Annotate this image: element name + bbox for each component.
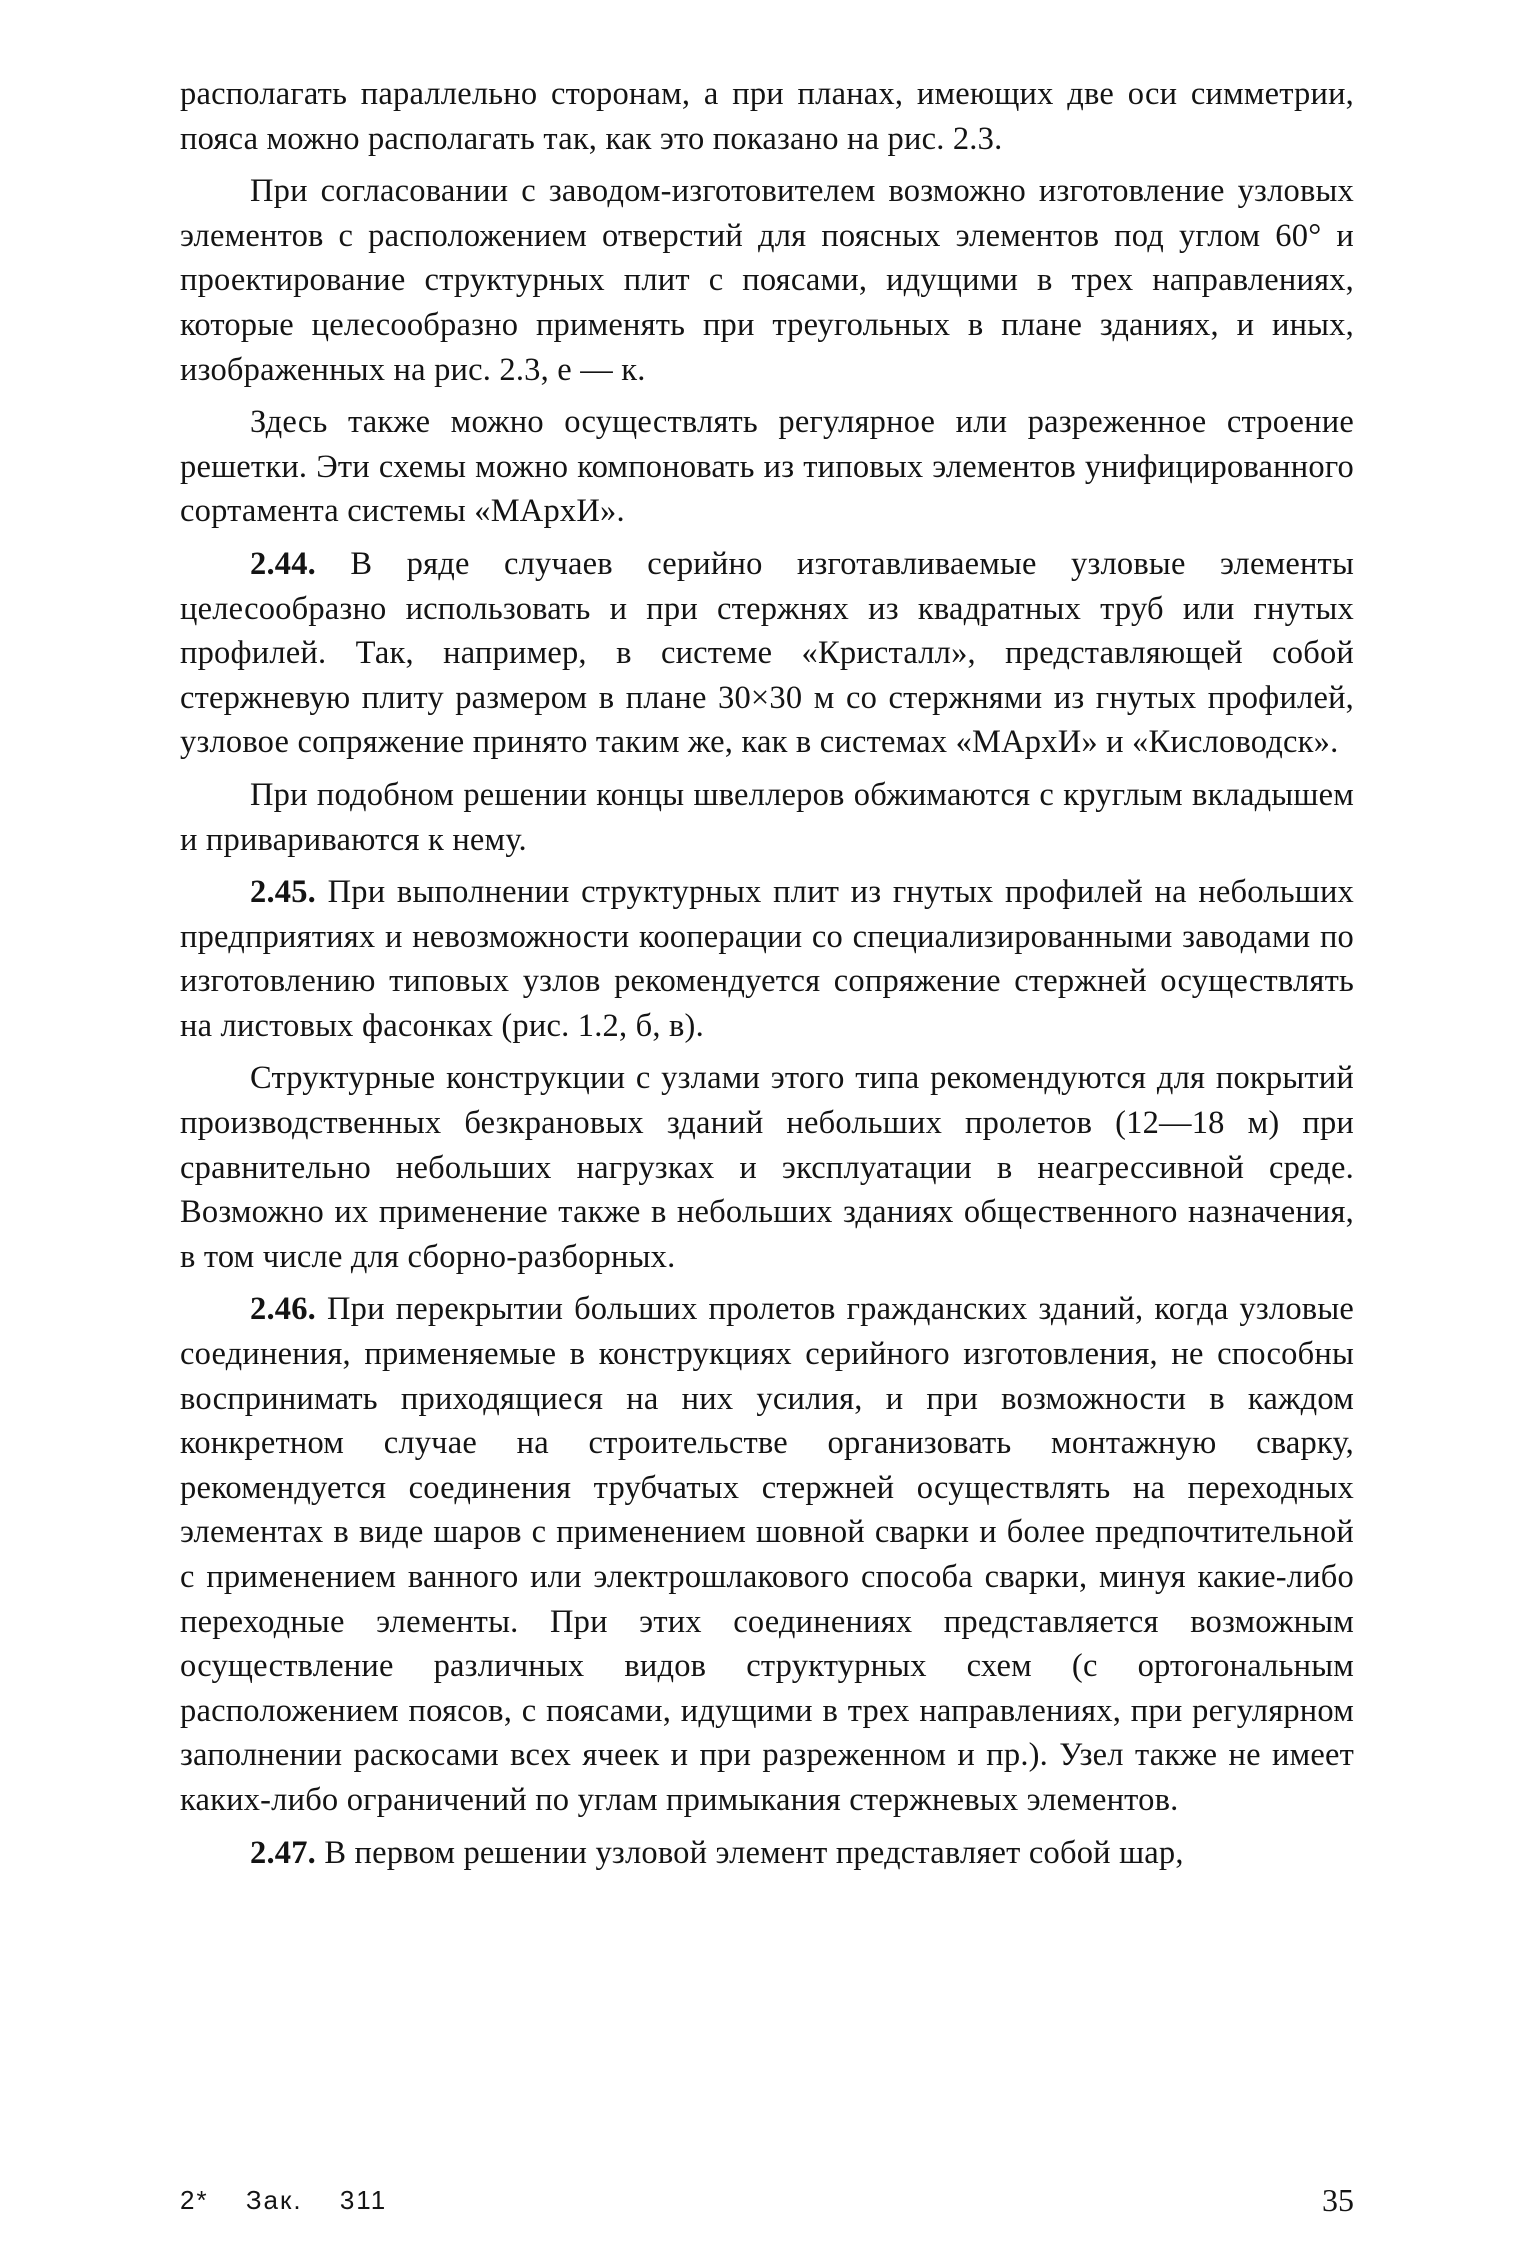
section-2-44 — [180, 542, 1354, 765]
paragraph-2-text: При согласовании с заводом-изготовителем возможно изготовление узловых элементов с расположением отверстий для поясных элементов под углом 60° и проектирование структурных плит с поясами, идущими в трех направлениях, которые целесообразно применять при треугольных в плане зданиях, и иных, изображенных на рис. 2.3, е — к. — [180, 173, 1354, 388]
paragraph-5-text: При подобном решении концы швеллеров обжимаются с круглым вкладышем и привариваются к нему. — [180, 776, 1354, 858]
paragraph-5 — [180, 773, 1354, 862]
paragraph-7 — [180, 1056, 1354, 1279]
section-number: 2.44. — [250, 545, 316, 582]
paragraph-1-text: располагать параллельно сторонам, а при планах, имеющих две оси симметрии, пояса можно располагать так, как это показано на рис. 2.3. — [180, 76, 1354, 157]
section-number: 2.46. — [250, 1291, 316, 1328]
page-footer — [180, 2178, 1354, 2222]
signature-mark: 2* — [180, 2185, 209, 2215]
print-imprint — [180, 2178, 415, 2222]
section-2-45-text: При выполнении структурных плит из гнутых профилей на небольших предприятиях и невозможности кооперации со специализированными заводами по изготовлению типовых узлов рекомендуется сопряжение стержней осуществлять на листовых фасонках (рис. 1.2, б, в). — [180, 874, 1355, 1044]
page-number: 35 — [1322, 2182, 1354, 2218]
order-number: 311 — [339, 2185, 388, 2215]
section-2-46 — [180, 1287, 1354, 1822]
paragraph-1 — [180, 72, 1354, 161]
section-2-45 — [180, 870, 1354, 1048]
paragraph-7-text: Структурные конструкции с узлами этого типа рекомендуются для покрытий производственных безкрановых зданий небольших пролетов (12—18 м) при сравнительно небольших нагрузках и эксплуатации в неагрессивной среде. Возможно их применение также в небольших зданиях общественного назначения, в том числе для сборно-разборных. — [180, 1060, 1354, 1275]
section-number: 2.45. — [250, 874, 316, 911]
section-2-47 — [180, 1831, 1354, 1876]
order-label: Зак. — [245, 2185, 303, 2215]
section-2-47-text: В первом решении узловой элемент представляет собой шар, — [324, 1834, 1184, 1871]
paragraph-3-text: Здесь также можно осуществлять регулярное или разреженное строение решетки. Эти схемы можно компоновать из типовых элементов унифицированного сортамента системы «МАрхИ». — [180, 404, 1354, 530]
paragraph-2 — [180, 169, 1354, 392]
section-2-46-text: При перекрытии больших пролетов гражданских зданий, когда узловые соединения, применяемые в конструкциях серийного изготовления, не способны воспринимать приходящиеся на них усилия, и при возможности в каждом конкретном случае на строительстве организовать монтажную сварку, рекомендуется соединения трубчатых стержней осуществлять на переходных элементах в виде шаров с применением шовной сварки и более предпочтительной с применением ванного или электрошлакового способа сварки, минуя какие-либо переходные элементы. При этих соединениях представляется возможным осуществление различных видов структурных схем (с ортогональным расположением поясов, с поясами, идущими в трех направлениях, при регулярном заполнении раскосами всех ячеек и при разреженном и пр.). Узел также не имеет каких-либо ограничений по углам примыкания стержневых элементов. — [180, 1291, 1354, 1818]
page-body — [180, 72, 1354, 1883]
section-2-44-text: В ряде случаев серийно изготавливаемые узловые элементы целесообразно использовать и при стержнях из квадратных труб или гнутых профилей. Так, например, в системе «Кристалл», представляющей собой стержневую плиту размером в плане 30×30 м со стержнями из гнутых профилей, узловое сопряжение принято таким же, как в системах «МАрхИ» и «Кисловодск». — [180, 545, 1354, 761]
paragraph-3 — [180, 400, 1354, 534]
section-number: 2.47. — [250, 1834, 316, 1871]
